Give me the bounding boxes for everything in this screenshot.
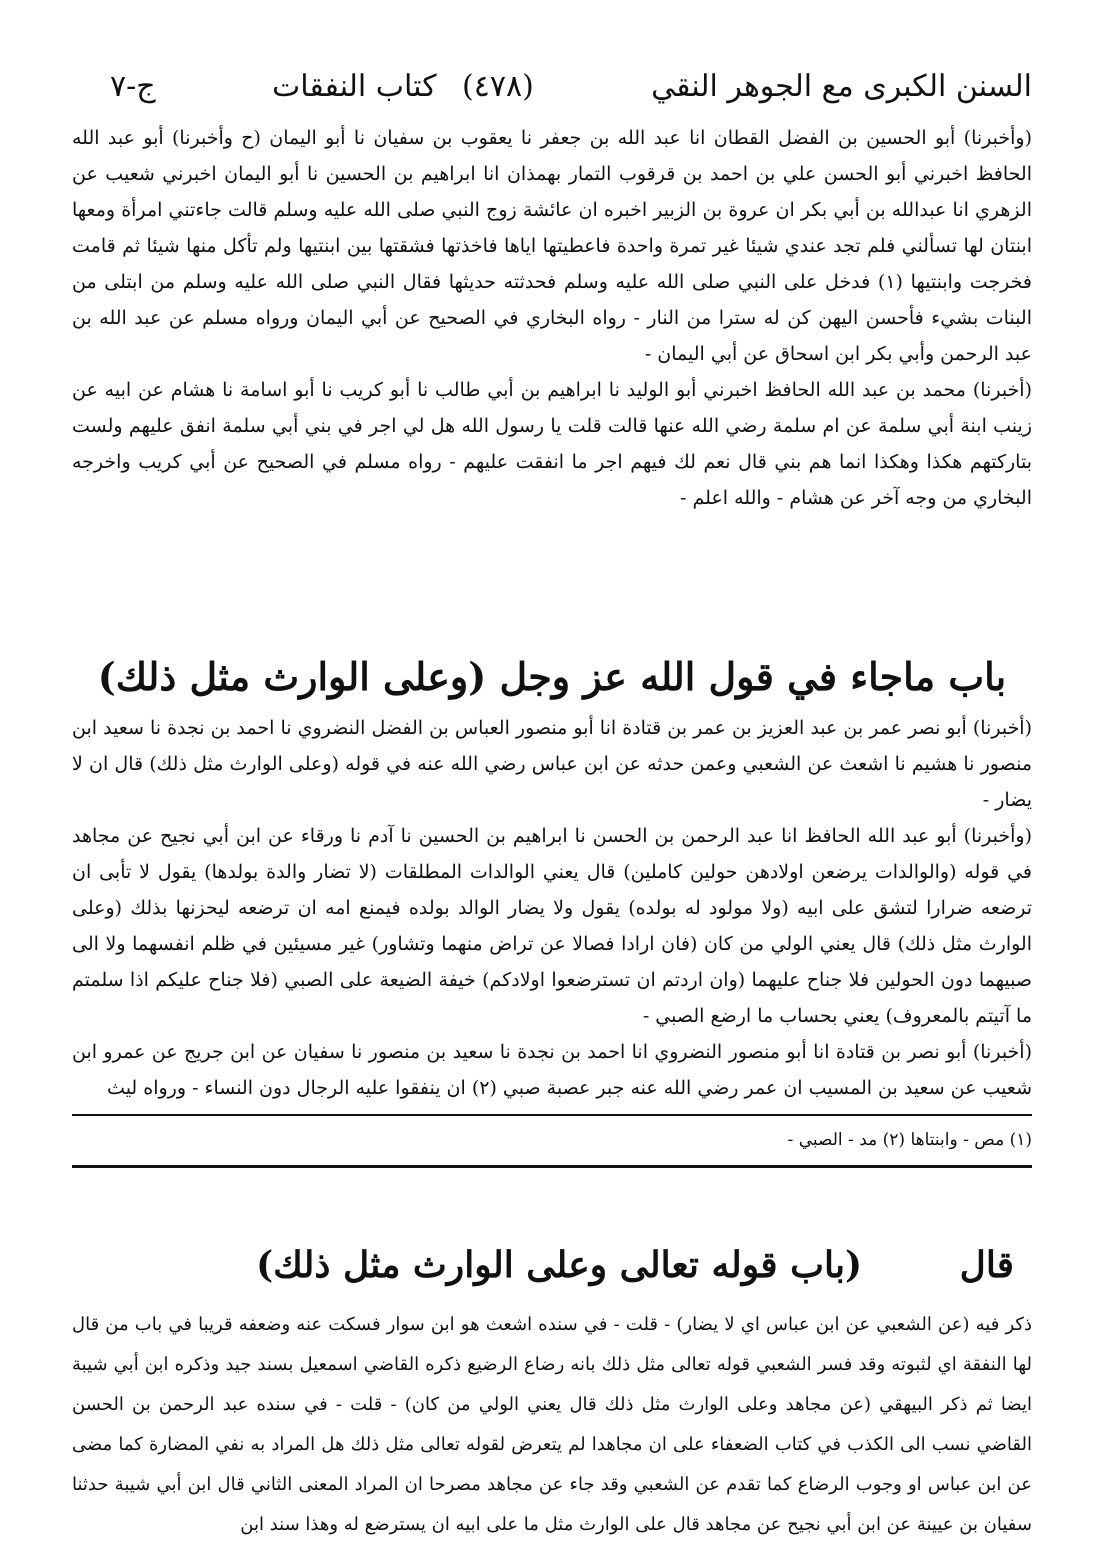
commentary-heading-qal: قال: [959, 1244, 1014, 1286]
paragraph: (وأخبرنا) أبو الحسين بن الفضل القطان انا عبد الله بن جعفر نا يعقوب بن سفيان نا أبو اليمان (ح وأخبرنا) أبو عبد الله الحافظ اخبرني أبو الحسن علي بن احمد بن قرقوب التمار بهمذان انا ابراهيم بن الحسين نا أبو اليمان اخبرني شعيب عن الزهري انا عبدالله بن أبي بكر ان عروة بن الزبير اخبره ان عائشة زوج النبي صلى الله عليه وسلم قالت جاءتني امرأة ومعها ابنتان لها تسألني فلم تجد عندي شيئا غير تمرة واحدة فاعطيتها اياها فاخذتها فشقتها بين ابنتيها ولم تأكل منها شيئا ثم قامت فخرجت وابنتيها (١) فدخل على النبي صلى الله عليه وسلم فحدثته حديثها فقال النبي صلى الله عليه وسلم من ابتلى من البنات بشيء فأحسن اليهن كن له سترا من النار - رواه البخاري في الصحيح عن أبي اليمان ورواه مسلم عن عبد الله بن عبد الرحمن وأبي بكر ابن اسحاق عن أبي اليمان -: [72, 127, 1033, 365]
book-title: السنن الكبرى مع الجوهر النقي: [651, 69, 1032, 104]
footnote: (١) مص - وابنتاها (٢) مد - الصبي -: [787, 1130, 1032, 1150]
volume-number: ج-٧: [110, 69, 156, 104]
chapter-heading: باب ماجاء في قول الله عز وجل (وعلى الوارث مثل ذلك): [97, 654, 1007, 699]
paragraph: (وأخبرنا) أبو عبد الله الحافظ انا عبد الرحمن بن الحسن نا ابراهيم بن الحسين نا آدم نا ورقاء عن ابن أبي نجيح عن مجاهد في قوله (والوالدات يرضعن اولادهن حولين كاملين) قال يعني الوالدات المطلقات (لا تضار والدة بولدها) يقول لا تأبى ان ترضعه ضرارا لتشق على ابيه (ولا مولود له بولده) يقول ولا يضار الوالد بولده فيمنع امه ان ترضعه ليحزنها بذلك (وعلى الوارث مثل ذلك) قال يعني الولي من كان (فان ارادا فصالا عن تراض منهما وتشاور) غير مسيئين في ظلم انفسهما ولا الى صبيهما دون الحولين فلا جناح عليهما (وان اردتم ان تسترضعوا اولادكم) خيفة الضيعة على الصبي (فلا جناح عليكم اذا سلمتم ما آتيتم بالمعروف) يعني بحساب ما ارضع الصبي -: [72, 825, 1032, 1027]
footnote-divider: [72, 1114, 1032, 1116]
commentary-heading-title: (باب قوله تعالى وعلى الوارث مثل ذلك): [256, 1244, 862, 1286]
main-text-section-1: [72, 120, 1032, 516]
paragraph: (أخبرنا) أبو نصر عمر بن عبد العزيز بن عمر بن قتادة انا أبو منصور العباس بن الفضل النضروي نا احمد بن نجدة نا سعيد ابن منصور نا هشيم نا اشعث عن الشعبي وعمن حدثه عن ابن عباس رضي الله عنه في قوله (وعلى الوارث مثل ذلك) قال ان لا يضار -: [72, 717, 1032, 811]
paragraph: (أخبرنا) محمد بن عبد الله الحافظ اخبرني أبو الوليد نا ابراهيم بن أبي طالب نا أبو كريب نا أبو اسامة نا هشام عن ابيه عن زينب ابنة أبي سلمة عن ام سلمة رضي الله عنها قالت قلت يا رسول الله هل لي اجر في بني أبي سلمة انفق عليهم ولست بتاركتهم هكذا وهكذا انما هم بني قال نعم لك فيهم اجر ما انفقت عليهم - رواه مسلم في الصحيح عن أبي كريب واخرجه البخاري من وجه آخر عن هشام - والله اعلم -: [72, 379, 1032, 509]
chapter-title: كتاب النفقات: [272, 69, 437, 104]
main-text-section-2: [72, 710, 1032, 1106]
paragraph: (أخبرنا) أبو نصر بن قتادة انا أبو منصور النضروي انا احمد بن نجدة نا سعيد بن منصور نا سفيان عن ابن جريج عن عمرو ابن شعيب عن سعيد بن المسيب ان عمر رضي الله عنه جبر عصبة صبي (٢) ان ينفقوا عليه الرجال دون النساء - ورواه ليث: [72, 1041, 1032, 1099]
page-number: (٤٧٨): [462, 69, 534, 104]
commentary-heading: [72, 1237, 1032, 1293]
commentary-divider: [72, 1165, 1032, 1168]
commentary-text: [72, 1305, 1032, 1545]
document-page: [72, 62, 1033, 1535]
page-header: [72, 62, 1032, 112]
paragraph: ذكر فيه (عن الشعبي عن ابن عباس اي لا يضار) - قلت - في سنده اشعث هو ابن سوار فسكت عنه وضعفه قريبا في باب من قال لها النفقة اي لثبوته وقد فسر الشعبي قوله تعالى مثل ذلك بانه رضاع الرضيع ذكره القاضي اسمعيل بسند جيد وذكره ابن أبي شيبة ايضا ثم ذكر البيهقي (عن مجاهد وعلى الوارث مثل ذلك قال يعني الولي من كان) - قلت - في سنده عبد الرحمن بن الحسن القاضي نسب الى الكذب في كتاب الضعفاء على ان مجاهدا لم يتعرض لقوله تعالى مثل ذلك هل المراد به نفي المضارة كما مضى عن ابن عباس او وجوب الرضاع كما تقدم عن الشعبي وقد جاء عن مجاهد مصرحا ان المراد المعنى الثاني قال ابن أبي شيبة حدثنا سفيان بن عيينة عن ابن أبي نجيح عن مجاهد قال على الوارث مثل ما على ابيه ان يسترضع له وهذا سند ابن: [72, 1314, 1032, 1535]
